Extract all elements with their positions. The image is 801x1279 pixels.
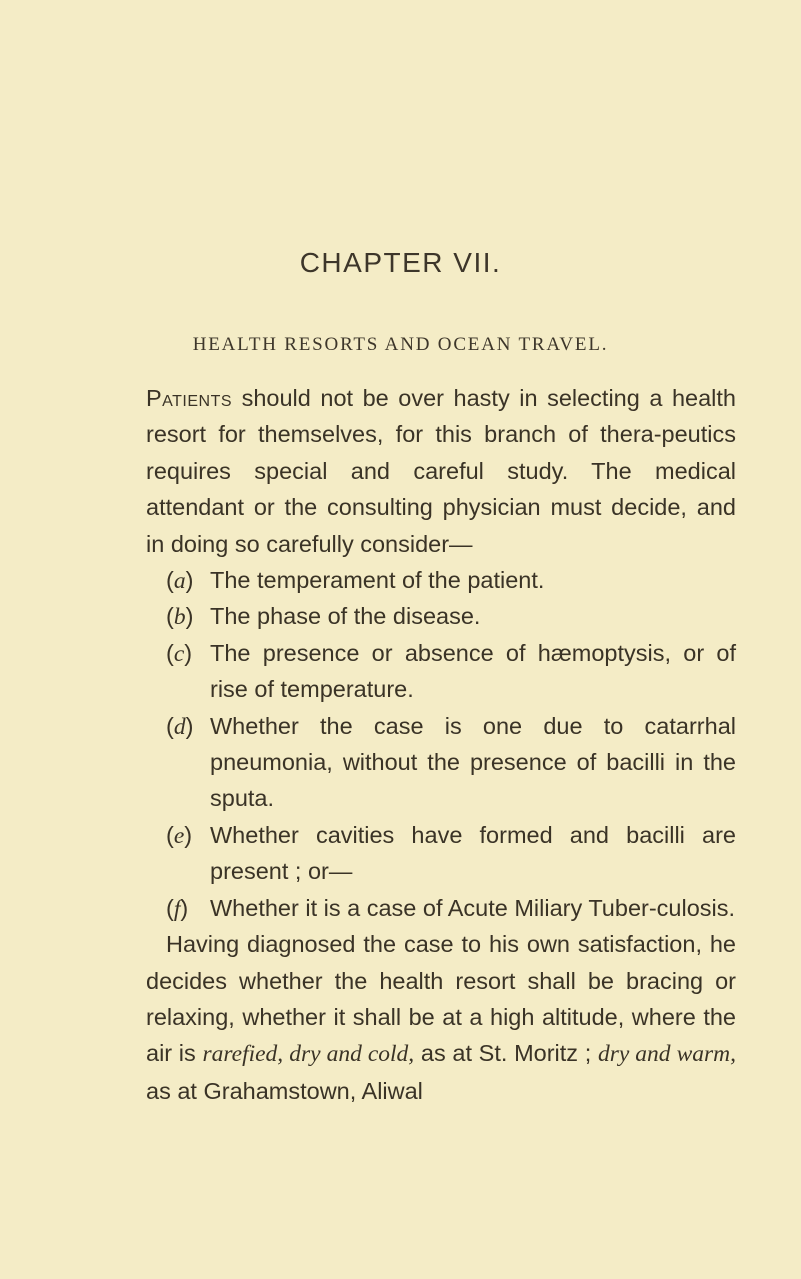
list-item-text: Whether it is a case of Acute Miliary Tuber-culosis.: [210, 894, 736, 921]
list-item-text: Whether cavities have formed and bacilli are present ; or—: [210, 821, 736, 885]
list-marker: (b): [166, 603, 194, 631]
paragraph-text: Having diagnosed the case to his own satisfaction, he decides whether the health resort shall be bracing or relaxing, whether it shall be at a high altitude, where the air is: [146, 931, 736, 1067]
chapter-subtitle: HEALTH RESORTS AND OCEAN TRAVEL.: [192, 334, 609, 355]
considerations-list: [146, 562, 736, 926]
paragraph-intro: [146, 380, 736, 562]
list-marker: (c): [166, 639, 193, 667]
chapter-title: CHAPTER VII.: [299, 247, 502, 278]
list-item: [146, 890, 736, 926]
paragraph-text: as at St. Moritz ;: [414, 1040, 598, 1067]
list-item: [146, 708, 736, 817]
list-marker: (e): [166, 821, 193, 849]
list-item-text: The phase of the disease.: [210, 603, 481, 630]
emphasis-text: dry and warm,: [597, 1041, 737, 1068]
paragraph-text: as at Grahamstown, Aliwal: [146, 1077, 423, 1104]
list-item: [146, 562, 736, 598]
paragraph-diagnosis: [146, 926, 736, 1109]
list-marker: (a): [166, 567, 194, 595]
emphasis-text: rarefied, dry and cold,: [202, 1041, 415, 1068]
list-item: [146, 817, 736, 890]
list-marker: (f): [166, 894, 189, 922]
list-item-text: Whether the case is one due to catarrhal pneumonia, without the presence of bacilli in the sputa.: [210, 712, 736, 812]
paragraph-intro-text: should not be over hasty in selecting a health resort for themselves, for this branch of thera-peutics requires special and careful study. The medical attendant or the consulting physician must decide, and in doing so carefully consider—: [146, 385, 736, 557]
paragraph-lead-word: Patients: [146, 385, 233, 411]
list-item: [146, 598, 736, 634]
body-text: [146, 380, 736, 1109]
list-marker: (d): [166, 712, 194, 740]
list-item-text: The temperament of the patient.: [210, 567, 545, 594]
list-item-text: The presence or absence of hæmoptysis, or of rise of temperature.: [210, 639, 736, 703]
list-item: [146, 635, 736, 708]
